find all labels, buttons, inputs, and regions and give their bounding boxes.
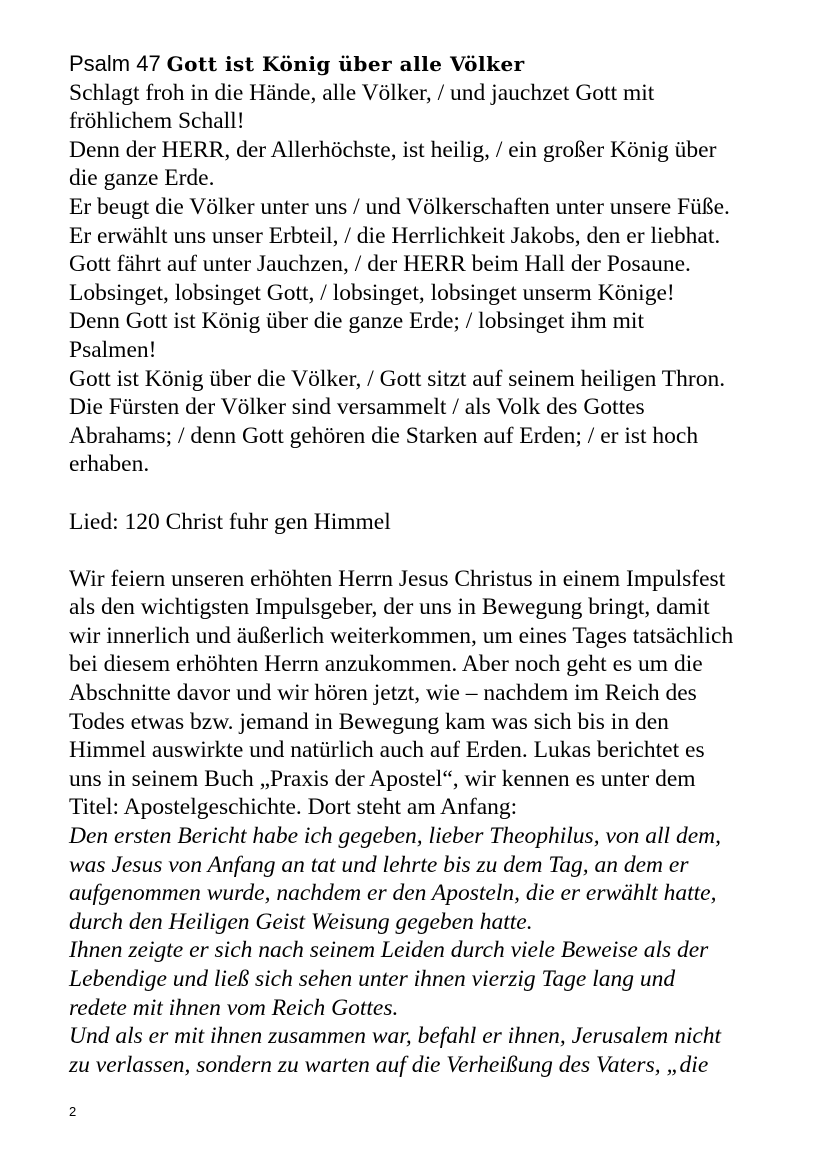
psalm-line: fröhlichem Schall!: [69, 108, 245, 135]
song-line: Lied: 120 Christ fuhr gen Himmel: [69, 508, 391, 535]
scripture-line: Ihnen zeigte er sich nach seinem Leiden durch viele Beweise als der: [69, 937, 709, 964]
psalm-line: Denn der HERR, der Allerhöchste, ist heilig, / ein großer König über: [69, 136, 717, 163]
psalm-line: Schlagt froh in die Hände, alle Völker, / und jauchzet Gott mit: [69, 79, 655, 106]
paragraph-spacer: [69, 536, 789, 565]
scripture-line: Lebendige und ließ sich sehen unter ihnen vierzig Tage lang und: [69, 966, 676, 992]
body-line: uns in seinem Buch „Praxis der Apostel“, wir kennen es unter dem: [69, 765, 696, 792]
body-line: Todes etwas bzw. jemand in Bewegung kam was sich bis in den: [69, 708, 669, 735]
psalm-line: Er beugt die Völker unter uns / und Völkerschaften unter unsere Füße.: [69, 193, 730, 220]
body-line: bei diesem erhöhten Herrn anzukommen. Aber noch geht es um die: [69, 651, 703, 678]
body-line: wir innerlich und äußerlich weiterkommen, um eines Tages tatsächlich: [69, 622, 734, 649]
scripture-line: durch den Heiligen Geist Weisung gegeben hatte.: [69, 908, 533, 935]
scripture-line: aufgenommen wurde, nachdem er den Aposteln, die er erwählt hatte,: [69, 880, 717, 907]
psalm-line: erhaben.: [69, 451, 150, 478]
psalm-heading: [69, 50, 789, 79]
psalm-line: Gott ist König über die Völker, / Gott sitzt auf seinem heiligen Thron.: [69, 365, 726, 392]
body-line: Abschnitte davor und wir hören jetzt, wie – nachdem im Reich des: [69, 680, 697, 707]
scripture-line: was Jesus von Anfang an tat und lehrte bis zu dem Tag, an dem er: [69, 851, 689, 878]
page-number: 2: [69, 1104, 77, 1119]
psalm-line: Die Fürsten der Völker sind versammelt / als Volk des Gottes: [69, 394, 645, 421]
scripture-line: zu verlassen, sondern zu warten auf die Verheißung des Vaters, „die: [69, 1051, 709, 1078]
psalm-label: Psalm 47: [69, 51, 161, 76]
psalm-line: Denn Gott ist König über die ganze Erde; / lobsinget ihm mit: [69, 308, 644, 335]
psalm-line: Psalmen!: [69, 336, 157, 363]
psalm-title: Gott ist König über alle Völker: [166, 52, 525, 76]
body-line: Himmel auswirkte und natürlich auch auf Erden. Lukas berichtet es: [69, 737, 705, 764]
scripture-line: redete mit ihnen vom Reich Gottes.: [69, 994, 399, 1021]
scripture-line: Den ersten Bericht habe ich gegeben, lieber Theophilus, von all dem,: [69, 823, 721, 850]
body-line: Wir feiern unseren erhöhten Herrn Jesus Christus in einem Impulsfest: [69, 565, 726, 592]
psalm-line: die ganze Erde.: [69, 165, 215, 192]
scripture-line: Und als er mit ihnen zusammen war, befahl er ihnen, Jerusalem nicht: [69, 1023, 722, 1050]
body-line: Titel: Apostelgeschichte. Dort steht am Anfang:: [69, 794, 518, 821]
body-line: als den wichtigsten Impulsgeber, der uns in Bewegung bringt, damit: [69, 594, 710, 621]
paragraph-spacer: [69, 479, 789, 508]
psalm-line: Abrahams; / denn Gott gehören die Starken auf Erden; / er ist hoch: [69, 422, 699, 449]
psalm-line: Er erwählt uns unser Erbteil, / die Herrlichkeit Jakobs, den er liebhat.: [69, 222, 721, 249]
psalm-line: Lobsinget, lobsinget Gott, / lobsinget, lobsinget unserm Könige!: [69, 279, 675, 306]
page-content: [69, 50, 789, 1079]
psalm-line: Gott fährt auf unter Jauchzen, / der HERR beim Hall der Posaune.: [69, 251, 691, 278]
